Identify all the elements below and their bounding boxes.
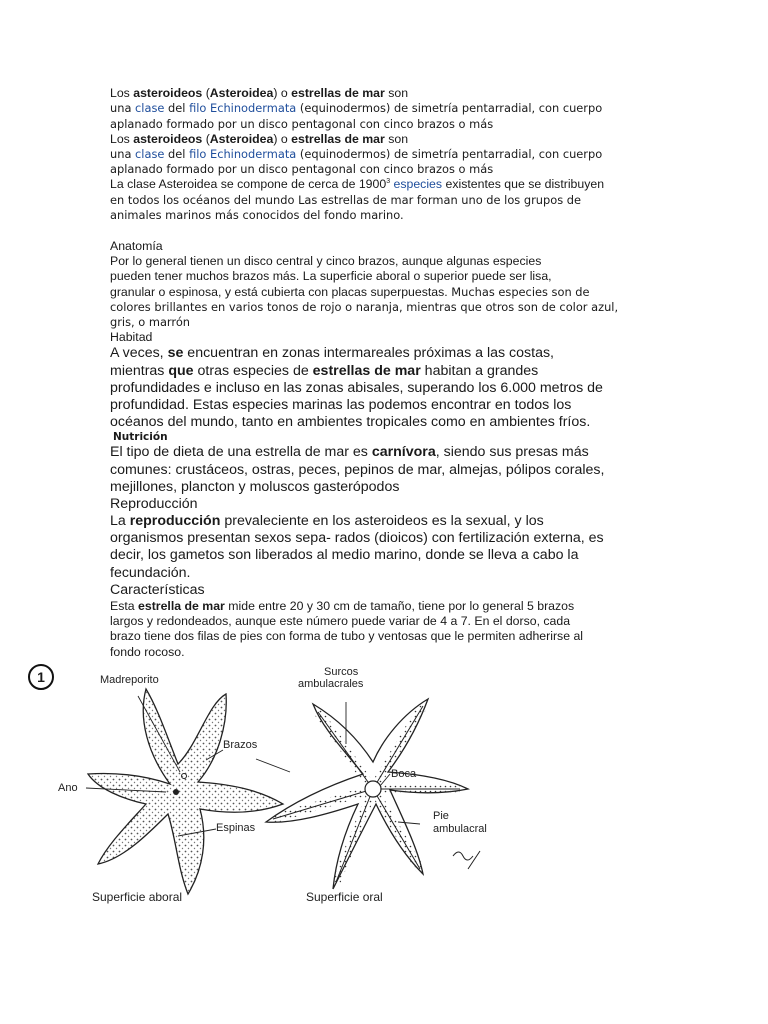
caption-oral: Superficie oral	[306, 890, 383, 904]
label-surcos: Surcos	[324, 666, 359, 678]
anatomia-text-cont: colores brillantes en varios tonos de rojo o naranja, mientras que otros son de color azul, gris, o marrón	[110, 300, 619, 330]
anatomia-heading: Anatomía	[110, 239, 163, 254]
intro-paragraph-3: La clase Asteroidea se compone de cerca de 1900$^3$ especies existentes que se distribuyen	[110, 177, 605, 192]
label-madreporito: Madreporito	[100, 674, 159, 686]
nutricion-heading: Nutrición	[113, 431, 168, 444]
nutricion-text: El tipo de dieta de una estrella de mar es carnívora, siendo sus presas más comunes: crustáceos, ostras, peces, pepinos de mar, almejas, pólipos corales, mejillones, plancton y moluscos gasterópodos	[110, 444, 605, 495]
aboral-starfish	[88, 689, 283, 894]
reproduccion-text: La reproducción prevaleciente en los asteroideos es la sexual, y los organismos presentan sexos sepa- rados (dioicos) con fertilización externa, es decir, los gametos son liberados al medio marino, donde se lleva a cabo la fecundación.	[110, 513, 604, 581]
label-ambulacrales: ambulacrales	[298, 678, 364, 690]
label-espinas: Espinas	[216, 822, 256, 834]
especies-link[interactable]: especies	[393, 177, 443, 192]
signature-mark	[453, 851, 480, 869]
caption-aboral: Superficie aboral	[92, 890, 183, 904]
oral-starfish	[266, 699, 468, 889]
label-boca: Boca	[391, 768, 417, 780]
label-brazos: Brazos	[223, 739, 258, 751]
intro-paragraph-1-cont: una clase del filo Echinodermata (equinodermos) de simetría pentarradial, con cuerpo aplanado formado por un disco pentagonal con cinco brazos o más	[110, 101, 603, 131]
caracteristicas-heading: Características	[110, 581, 205, 598]
label-pie: Pie	[433, 810, 449, 822]
figure-number: 1	[28, 664, 54, 690]
intro-paragraph-2: Los asteroideos (Asteroidea) o estrellas de mar son	[110, 131, 409, 146]
clase-link-2[interactable]: clase	[135, 147, 165, 161]
clase-link[interactable]: clase	[135, 101, 165, 116]
caracteristicas-text: Esta estrella de mar mide entre 20 y 30 cm de tamaño, tiene por lo general 5 brazos largos y redondeados, aunque este número puede variar de 4 a 7. En el dorso, cada brazo tiene dos filas de pies con forma de tubo y ventosas que le permiten adherirse al fondo rocoso.	[110, 598, 584, 659]
reproduccion-heading: Reproducción	[110, 496, 198, 513]
starfish-diagram	[28, 664, 518, 914]
label-ambulacral: ambulacral	[433, 823, 487, 835]
starfish-drawings	[28, 664, 518, 914]
intro-paragraph-1: Los asteroideos (Asteroidea) o estrellas de mar son	[110, 86, 409, 100]
filo-echinodermata-link[interactable]: filo Echinodermata	[189, 101, 297, 116]
intro-paragraph-2-cont: una clase del filo Echinodermata (equinodermos) de simetría pentarradial, con cuerpo aplanado formado por un disco pentagonal con cinco brazos o más	[110, 147, 603, 177]
label-ano: Ano	[58, 782, 78, 794]
habitat-heading: Habitad	[110, 330, 153, 345]
intro-paragraph-3-cont: en todos los océanos del mundo Las estrellas de mar forman uno de los grupos de animales marinos más conocidos del fondo marino.	[110, 192, 581, 222]
habitat-text: A veces, se encuentran en zonas intermareales próximas a las costas, mientras que otras especies de estrellas de mar habitan a grandes profundidades e incluso en las zonas abisales, superando los 6.000 metros de profundidad. Estas especies marinas las podemos encontrar en todos los océanos del mundo, tanto en ambientes tropicales como en ambientes fríos.	[110, 345, 603, 431]
document-body	[110, 86, 670, 660]
filo-echinodermata-link-2[interactable]: filo Echinodermata	[189, 147, 297, 161]
anatomia-text: Por lo general tienen un disco central y cinco brazos, aunque algunas especies pueden tener muchos brazos más. La superficie aboral o superior puede ser lisa, granular o espinosa, y está cubierta con placas superpuestas. Muchas especies son de	[110, 254, 590, 299]
